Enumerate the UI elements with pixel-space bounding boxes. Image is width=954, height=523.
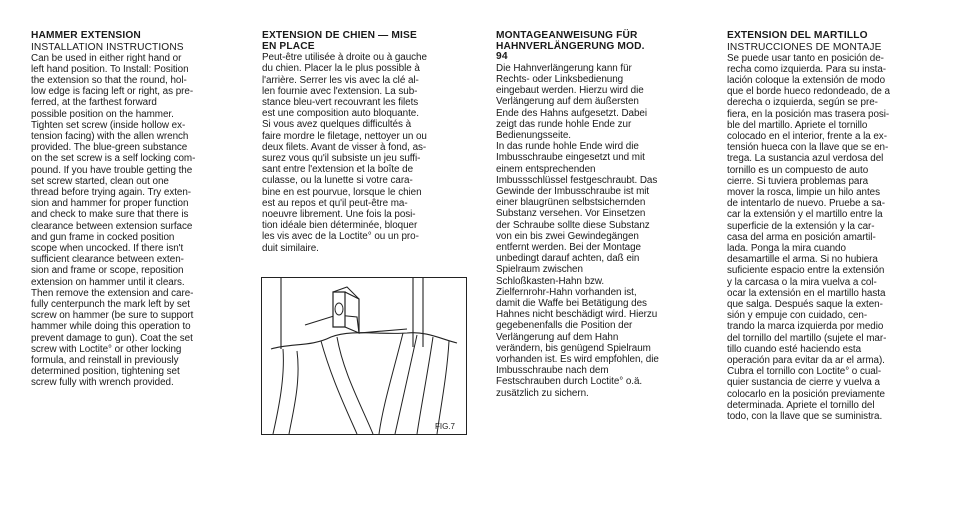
column-german bbox=[496, 31, 704, 399]
heading-german: MONTAGEANWEISUNG FÜR HAHNVERLÄNGERUNG MOD. 94 bbox=[496, 30, 645, 63]
figure-caption: FIG.7 bbox=[435, 422, 456, 431]
column-english bbox=[31, 31, 249, 389]
column-french bbox=[262, 31, 482, 254]
heading-french: EXTENSION DE CHIEN — MISE EN PLACE bbox=[262, 30, 417, 52]
figure-7 bbox=[261, 277, 467, 435]
body-french: Peut-être utilisée à droite ou à gauche du chien. Placer la le plus possible à l'arrière. Serrer les vis avec la clé al- len fournie avec l'extension. La sub- stance bleu-vert recouvrant les filets est une composition auto bloquante. Si vous avez quelques difficultés à faire mordre le filetage, nettoyer un ou deux filets. Avant de visser à fond, as- surez vous qu'il subsiste un jeu suffi- sant entre l'extension et la boîte de culasse, ou la lunette si votre cara- bine en est pourvue, lorsque le chien est au repos et qu'il peut-être ma- noeuvre librement. Une fois la posi- tion idéale bien déterminée, bloquer les vis avec de la Loctite° ou un pro- duit similaire. bbox=[262, 52, 427, 254]
subheading-spanish: INSTRUCCIONES DE MONTAJE bbox=[727, 41, 882, 53]
body-english: Can be used in either right hand or left hand position. To Install: Position the extension so that the round, hol- low edge is facing left or right, as pre- ferred, at the farthest forward possible position on the hammer. Tighten set screw (inside hollow ex- tension facing) with the allen wrench provided. The blue-green substance on the set screw is a self locking com- pound. If you have trouble getting the set screw started, clean out one thread before trying again. Try exten- sion and hammer for proper function and check to make sure that there is clearance between extension surface and gun frame in cocked position scope when uncocked. If there isn't sufficient clearance between exten- sion and frame or scope, reposition extension on hammer until it clears. Then remove the extension and care- fully centerpunch the mark left by set screw on hammer (be sure to support hammer while doing this operation to prevent damage to gun). Coat the set screw with Loctite° or other locking formula, and reinstall in previously determined position, tightening set screw fully with wrench provided. bbox=[31, 52, 196, 389]
heading-spanish: EXTENSION DEL MARTILLO bbox=[727, 30, 868, 41]
column-spanish bbox=[727, 31, 925, 422]
hammer-extension-illustration bbox=[261, 277, 467, 435]
subheading-english: INSTALLATION INSTRUCTIONS bbox=[31, 41, 184, 53]
body-spanish: Se puede usar tanto en posición de- recha como izquierda. Para su insta- lación coloque la extensión de modo que el borde hueco redondeado, de a derecha o izquierda, según se pre- fiera, en la posición mas trasera posi- ble del martillo. Apriete el tornillo colocado en el interior, frente a la ex- tensión hueca con la llave que se en- trega. La sustancia azul verdosa del tornillo es un compuesto de auto cierre. Si tuviera problemas para mover la rosca, limpie un hilo antes de intentarlo de nuevo. Pruebe a sa- car la extensión y el martillo entre la superficie de la extensión y la car- casa del arma en posición amartil- lada. Ponga la mira cuando desamartille el arma. Si no hubiera suficiente espacio entre la extensión y la carcasa o la mira vuelva a col- ocar la extensión en el martillo hasta que salga. Después saque la exten- sión y empuje con cuidado, cen- trando la marca izquierda por medio del tornillo del martillo (sujete el mar- tillo cuando esté haciendo esta operación para evitar da ar el arma). Cubra el tornillo con Loctite° o cual- quier sustancia de cierre y vuelva a colocarlo en la posición previamente determinada. Apriete el tornillo del todo, con la llave que se suministra. bbox=[727, 52, 890, 423]
heading-english: HAMMER EXTENSION bbox=[31, 30, 141, 41]
body-german: Die Hahnverlängerung kann für Rechts- oder Linksbedienung eingebaut werden. Hierzu wird die Verlängerung auf dem äußersten Ende des Hahns aufgesetzt. Dabei zeigt das runde hohle Ende zur Bedienungsseite. In das runde hohle Ende wird die Imbusschraube eingesetzt und mit einem entsprechenden Imbussschlüssel festgeschraubt. Das Gewinde der Imbusschraube ist mit einer blaugrünen selbstsichernden Substanz versehen. Vor Einsetzen der Schraube sollte diese Substanz von ein bis zwei Gewindegängen entfernt werden. Bei der Montage unbedingt darauf achten, daß ein Spielraum zwischen Schloßkasten-Hahn bzw. Zielfernrohr-Hahn vorhanden ist, damit die Waffe bei Betätigung des Hahnes nicht beschädigt wird. Hierzu gegebenenfalls die Position der Verlängerung auf dem Hahn verändern, bis genügend Spielraum vorhanden ist. Es wird empfohlen, die Imbusschraube nach dem Festschrauben durch Loctite° o.ä. zusätzlich zu sichern. bbox=[496, 62, 659, 399]
